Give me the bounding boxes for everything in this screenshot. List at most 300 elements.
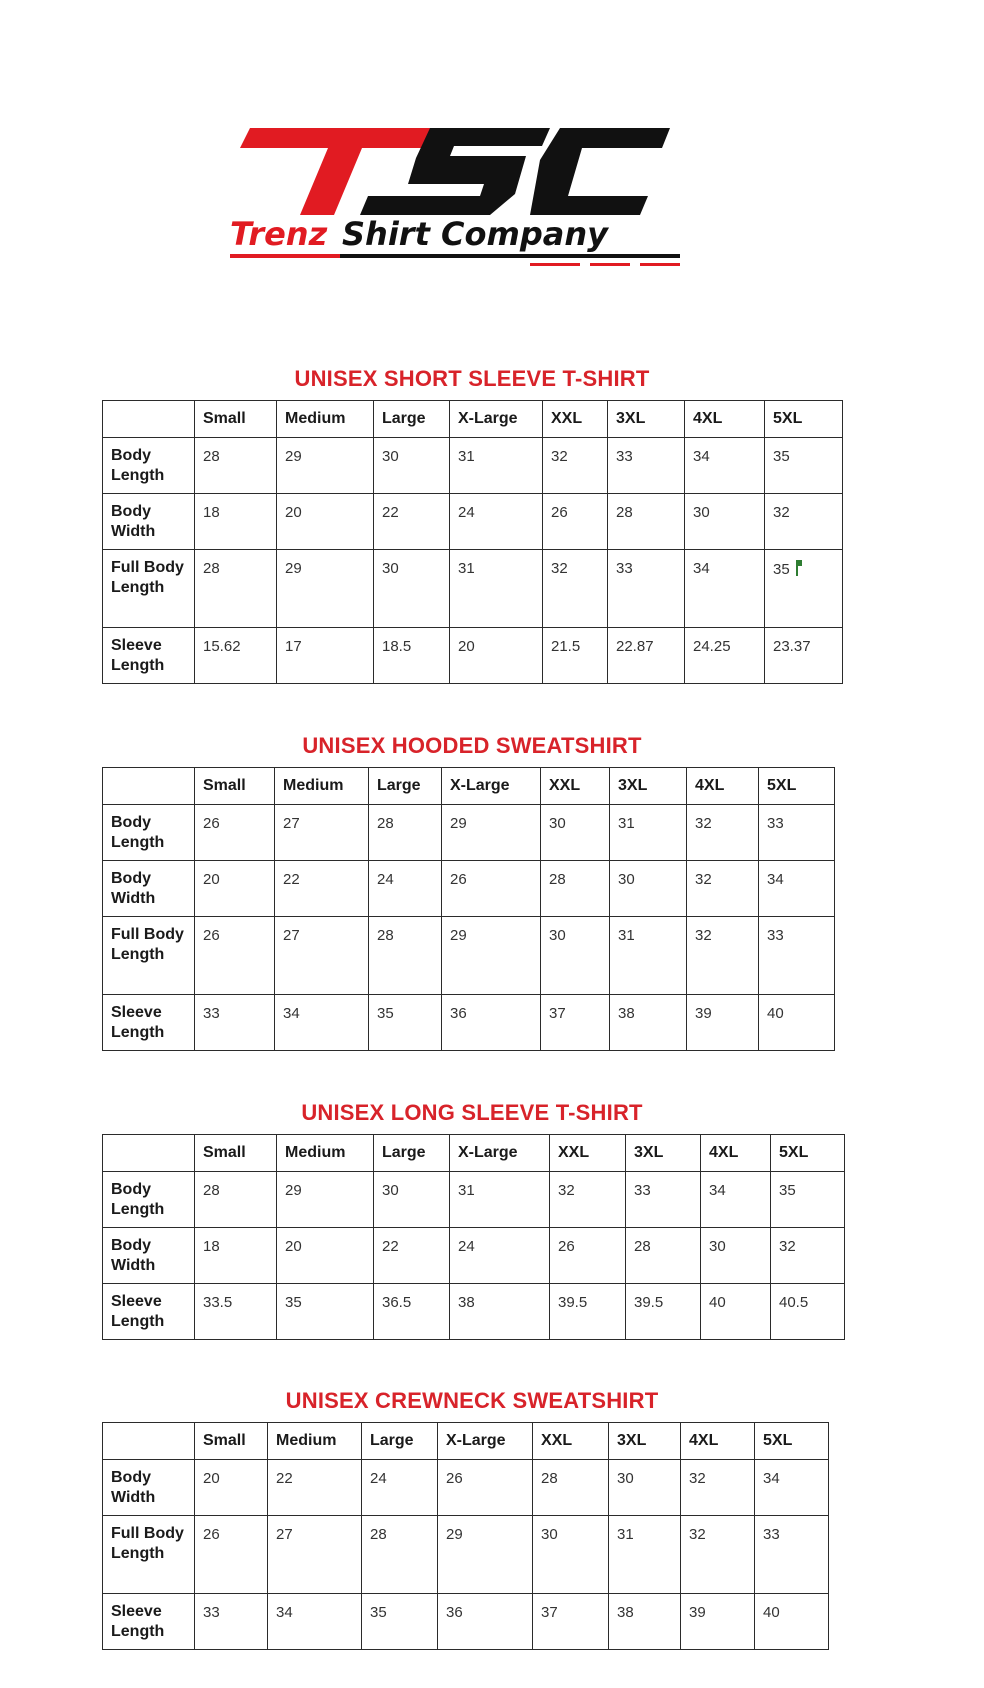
size-header-cell: Medium — [268, 1423, 362, 1460]
value-text: 33 — [616, 448, 633, 465]
measurement-value — [550, 1284, 626, 1340]
table-row — [103, 494, 843, 550]
measurement-value — [687, 917, 759, 995]
value-text: 30 — [693, 504, 710, 521]
value-text: 36.5 — [382, 1294, 412, 1311]
measurement-value — [626, 1172, 701, 1228]
measurement-value — [195, 550, 277, 628]
value-text: 24 — [458, 504, 475, 521]
measurement-value — [374, 550, 450, 628]
table-row — [103, 628, 843, 684]
measurement-value — [681, 1594, 755, 1650]
value-text: 40.5 — [779, 1294, 809, 1311]
value-text: 29 — [446, 1526, 463, 1543]
measurement-value — [759, 995, 835, 1051]
measurement-value — [533, 1460, 609, 1516]
measurement-value — [195, 917, 275, 995]
value-text: 32 — [695, 871, 712, 888]
table-row — [103, 1516, 829, 1594]
measurement-value — [438, 1516, 533, 1594]
size-header-cell: 4XL — [701, 1135, 771, 1172]
logo-tagline-part-1: Trenz — [230, 215, 328, 253]
value-text: 20 — [285, 504, 302, 521]
value-text: 22 — [382, 504, 399, 521]
value-text: 33 — [767, 927, 784, 944]
value-text: 22 — [276, 1470, 293, 1487]
table-row — [103, 861, 835, 917]
value-text: 33 — [763, 1526, 780, 1543]
value-text: 30 — [382, 1182, 399, 1199]
measurement-value — [362, 1460, 438, 1516]
value-text: 20 — [458, 638, 475, 655]
header-corner-cell — [103, 1423, 195, 1460]
measurement-value — [771, 1284, 845, 1340]
measurement-value — [550, 1228, 626, 1284]
value-text: 33 — [616, 560, 633, 577]
measurement-value — [543, 550, 608, 628]
measurement-value — [442, 861, 541, 917]
measurement-value — [195, 438, 277, 494]
value-text: 28 — [203, 1182, 220, 1199]
size-header-cell: Large — [369, 768, 442, 805]
value-text: 34 — [283, 1005, 300, 1022]
size-table-crewneck — [102, 1422, 829, 1650]
measurement-value — [277, 494, 374, 550]
value-text: 28 — [541, 1470, 558, 1487]
value-text: 23.37 — [773, 638, 811, 655]
value-text: 26 — [203, 815, 220, 832]
measurement-value — [626, 1228, 701, 1284]
measurement-value — [195, 628, 277, 684]
size-header-cell: 4XL — [681, 1423, 755, 1460]
measurement-value — [759, 861, 835, 917]
measurement-label: Body Length — [103, 1172, 195, 1228]
measurement-value — [608, 438, 685, 494]
table-row — [103, 805, 835, 861]
value-text: 29 — [285, 560, 302, 577]
value-text: 37 — [541, 1604, 558, 1621]
table-row — [103, 1284, 845, 1340]
value-text: 40 — [767, 1005, 784, 1022]
measurement-value — [685, 438, 765, 494]
measurement-value — [759, 805, 835, 861]
measurement-value — [195, 1460, 268, 1516]
measurement-value — [195, 1594, 268, 1650]
measurement-label: Body Length — [103, 805, 195, 861]
value-text: 35 — [285, 1294, 302, 1311]
value-text: 33 — [203, 1604, 220, 1621]
measurement-value — [610, 995, 687, 1051]
measurement-value — [374, 628, 450, 684]
measurement-value — [277, 628, 374, 684]
header-corner-cell — [103, 401, 195, 438]
measurement-value — [450, 494, 543, 550]
value-text: 27 — [276, 1526, 293, 1543]
value-text: 28 — [370, 1526, 387, 1543]
measurement-value — [275, 917, 369, 995]
size-header-cell: X-Large — [438, 1423, 533, 1460]
value-text: 34 — [763, 1470, 780, 1487]
table-header-row — [103, 768, 835, 805]
size-header-cell: Large — [362, 1423, 438, 1460]
value-text: 20 — [285, 1238, 302, 1255]
value-text: 29 — [285, 448, 302, 465]
logo-tagline-part-2: Shirt Company — [342, 215, 608, 253]
size-header-cell: X-Large — [450, 1135, 550, 1172]
header-corner-cell — [103, 1135, 195, 1172]
measurement-value — [374, 438, 450, 494]
value-text: 22 — [382, 1238, 399, 1255]
size-header-cell: 3XL — [626, 1135, 701, 1172]
measurement-value — [277, 1284, 374, 1340]
measurement-value — [442, 917, 541, 995]
measurement-value — [685, 550, 765, 628]
measurement-label: Full Body Length — [103, 1516, 195, 1594]
size-header-cell: Large — [374, 1135, 450, 1172]
value-text: 39 — [695, 1005, 712, 1022]
measurement-value — [195, 1172, 277, 1228]
measurement-value — [450, 628, 543, 684]
measurement-value — [608, 628, 685, 684]
value-text: 35 — [779, 1182, 796, 1199]
value-text: 32 — [773, 504, 790, 521]
table-header-row — [103, 1135, 845, 1172]
value-text: 31 — [618, 927, 635, 944]
measurement-value — [369, 917, 442, 995]
value-text: 26 — [203, 927, 220, 944]
measurement-value — [687, 805, 759, 861]
measurement-value — [550, 1172, 626, 1228]
value-text: 26 — [558, 1238, 575, 1255]
size-header-cell: Medium — [277, 1135, 374, 1172]
measurement-value — [687, 995, 759, 1051]
value-text: 35 — [773, 448, 790, 465]
value-text: 34 — [709, 1182, 726, 1199]
table-row — [103, 1460, 829, 1516]
measurement-value — [701, 1228, 771, 1284]
measurement-value — [362, 1516, 438, 1594]
value-text: 34 — [693, 448, 710, 465]
measurement-value — [681, 1516, 755, 1594]
measurement-value — [195, 995, 275, 1051]
measurement-value — [438, 1594, 533, 1650]
measurement-value — [765, 494, 843, 550]
measurement-value — [195, 494, 277, 550]
size-header-cell: Small — [195, 768, 275, 805]
size-table-short-sleeve — [102, 400, 843, 684]
value-text: 39.5 — [634, 1294, 664, 1311]
measurement-value — [195, 1228, 277, 1284]
value-text: 32 — [779, 1238, 796, 1255]
size-header-cell: Medium — [277, 401, 374, 438]
value-text: 30 — [618, 871, 635, 888]
value-text: 26 — [446, 1470, 463, 1487]
measurement-value — [755, 1460, 829, 1516]
value-text: 18 — [203, 1238, 220, 1255]
size-header-cell: XXL — [550, 1135, 626, 1172]
measurement-value — [626, 1284, 701, 1340]
measurement-value — [610, 861, 687, 917]
measurement-value — [369, 995, 442, 1051]
value-text: 30 — [549, 927, 566, 944]
measurement-value — [442, 805, 541, 861]
value-text: 20 — [203, 1470, 220, 1487]
value-text: 18 — [203, 504, 220, 521]
green-marker-icon — [796, 560, 798, 576]
measurement-value — [701, 1172, 771, 1228]
value-text: 28 — [377, 927, 394, 944]
value-text: 33.5 — [203, 1294, 233, 1311]
measurement-value — [608, 494, 685, 550]
measurement-value — [765, 550, 843, 628]
value-text: 38 — [617, 1604, 634, 1621]
value-text: 29 — [450, 815, 467, 832]
measurement-value — [541, 861, 610, 917]
table-row — [103, 1228, 845, 1284]
measurement-value — [687, 861, 759, 917]
measurement-value — [362, 1594, 438, 1650]
measurement-value — [438, 1460, 533, 1516]
measurement-value — [275, 861, 369, 917]
measurement-value — [374, 1228, 450, 1284]
value-text: 35 — [773, 561, 790, 578]
measurement-value — [277, 550, 374, 628]
measurement-value — [268, 1594, 362, 1650]
section-title: UNISEX LONG SLEEVE T-SHIRT — [301, 1100, 643, 1125]
measurement-value — [610, 917, 687, 995]
value-text: 26 — [203, 1526, 220, 1543]
value-text: 31 — [458, 560, 475, 577]
value-text: 30 — [709, 1238, 726, 1255]
value-text: 27 — [283, 815, 300, 832]
value-text: 32 — [689, 1526, 706, 1543]
measurement-label: Body Length — [103, 438, 195, 494]
measurement-value — [450, 438, 543, 494]
tsc-logo-graphic — [230, 120, 750, 270]
table-header-row — [103, 401, 843, 438]
value-text: 22 — [283, 871, 300, 888]
measurement-value — [195, 861, 275, 917]
value-text: 27 — [283, 927, 300, 944]
measurement-value — [533, 1594, 609, 1650]
value-text: 38 — [618, 1005, 635, 1022]
measurement-value — [533, 1516, 609, 1594]
size-header-cell: XXL — [541, 768, 610, 805]
measurement-value — [277, 1228, 374, 1284]
value-text: 28 — [616, 504, 633, 521]
value-text: 38 — [458, 1294, 475, 1311]
value-text: 30 — [541, 1526, 558, 1543]
value-text: 32 — [558, 1182, 575, 1199]
size-table-hooded — [102, 767, 835, 1051]
value-text: 22.87 — [616, 638, 654, 655]
section-title: UNISEX SHORT SLEEVE T-SHIRT — [294, 366, 650, 391]
size-header-cell: Medium — [275, 768, 369, 805]
measurement-value — [450, 1228, 550, 1284]
measurement-value — [759, 917, 835, 995]
measurement-value — [277, 1172, 374, 1228]
measurement-value — [685, 494, 765, 550]
measurement-label: Sleeve Length — [103, 628, 195, 684]
measurement-value — [195, 1516, 268, 1594]
size-header-cell: Small — [195, 1423, 268, 1460]
value-text: 40 — [709, 1294, 726, 1311]
measurement-value — [771, 1228, 845, 1284]
table-row — [103, 438, 843, 494]
measurement-label: Full Body Length — [103, 917, 195, 995]
value-text: 33 — [203, 1005, 220, 1022]
value-text: 39.5 — [558, 1294, 588, 1311]
measurement-label: Body Width — [103, 1228, 195, 1284]
measurement-value — [374, 1284, 450, 1340]
size-header-cell: XXL — [533, 1423, 609, 1460]
table-row — [103, 1594, 829, 1650]
value-text: 28 — [203, 560, 220, 577]
section-title: UNISEX CREWNECK SWEATSHIRT — [285, 1388, 659, 1413]
value-text: 28 — [203, 448, 220, 465]
value-text: 31 — [458, 1182, 475, 1199]
value-text: 30 — [549, 815, 566, 832]
size-header-cell: 4XL — [687, 768, 759, 805]
measurement-value — [685, 628, 765, 684]
value-text: 32 — [695, 815, 712, 832]
size-header-cell: Small — [195, 401, 277, 438]
value-text: 28 — [549, 871, 566, 888]
value-text: 35 — [370, 1604, 387, 1621]
measurement-label: Body Width — [103, 1460, 195, 1516]
value-text: 36 — [446, 1604, 463, 1621]
value-text: 28 — [377, 815, 394, 832]
value-text: 20 — [203, 871, 220, 888]
measurement-value — [450, 1172, 550, 1228]
value-text: 29 — [450, 927, 467, 944]
size-header-cell: Large — [374, 401, 450, 438]
header-corner-cell — [103, 768, 195, 805]
measurement-value — [369, 805, 442, 861]
measurement-label: Sleeve Length — [103, 995, 195, 1051]
value-text: 30 — [382, 448, 399, 465]
measurement-value — [450, 1284, 550, 1340]
size-header-cell: Small — [195, 1135, 277, 1172]
value-text: 40 — [763, 1604, 780, 1621]
measurement-value — [609, 1516, 681, 1594]
size-header-cell: XXL — [543, 401, 608, 438]
measurement-value — [608, 550, 685, 628]
value-text: 17 — [285, 638, 302, 655]
measurement-label: Sleeve Length — [103, 1284, 195, 1340]
size-table-long-sleeve — [102, 1134, 845, 1340]
measurement-value — [369, 861, 442, 917]
measurement-value — [275, 805, 369, 861]
measurement-value — [701, 1284, 771, 1340]
value-text: 37 — [549, 1005, 566, 1022]
value-text: 15.62 — [203, 638, 241, 655]
brand-logo — [230, 120, 750, 270]
measurement-label: Sleeve Length — [103, 1594, 195, 1650]
measurement-value — [543, 628, 608, 684]
measurement-value — [268, 1460, 362, 1516]
size-header-cell: X-Large — [442, 768, 541, 805]
value-text: 33 — [767, 815, 784, 832]
value-text: 32 — [551, 448, 568, 465]
value-text: 34 — [767, 871, 784, 888]
measurement-value — [609, 1460, 681, 1516]
value-text: 24.25 — [693, 638, 731, 655]
table-row — [103, 917, 835, 995]
table-header-row — [103, 1423, 829, 1460]
size-header-cell: 5XL — [765, 401, 843, 438]
value-text: 24 — [458, 1238, 475, 1255]
value-text: 30 — [617, 1470, 634, 1487]
measurement-value — [541, 805, 610, 861]
value-text: 34 — [276, 1604, 293, 1621]
measurement-value — [771, 1172, 845, 1228]
size-header-cell: 3XL — [608, 401, 685, 438]
measurement-label: Body Width — [103, 861, 195, 917]
measurement-value — [765, 628, 843, 684]
value-text: 34 — [693, 560, 710, 577]
value-text: 32 — [695, 927, 712, 944]
size-header-cell: 5XL — [759, 768, 835, 805]
measurement-value — [374, 1172, 450, 1228]
measurement-value — [681, 1460, 755, 1516]
measurement-value — [450, 550, 543, 628]
value-text: 32 — [689, 1470, 706, 1487]
section-title: UNISEX HOODED SWEATSHIRT — [302, 733, 642, 758]
value-text: 36 — [450, 1005, 467, 1022]
measurement-value — [268, 1516, 362, 1594]
measurement-label: Body Width — [103, 494, 195, 550]
size-header-cell: 5XL — [755, 1423, 829, 1460]
value-text: 33 — [634, 1182, 651, 1199]
measurement-label: Full Body Length — [103, 550, 195, 628]
value-text: 29 — [285, 1182, 302, 1199]
measurement-value — [275, 995, 369, 1051]
measurement-value — [442, 995, 541, 1051]
measurement-value — [195, 1284, 277, 1340]
measurement-value — [609, 1594, 681, 1650]
value-text: 18.5 — [382, 638, 412, 655]
measurement-value — [277, 438, 374, 494]
size-header-cell: 5XL — [771, 1135, 845, 1172]
measurement-value — [543, 494, 608, 550]
measurement-value — [765, 438, 843, 494]
value-text: 39 — [689, 1604, 706, 1621]
size-header-cell: 3XL — [610, 768, 687, 805]
value-text: 35 — [377, 1005, 394, 1022]
measurement-value — [195, 805, 275, 861]
value-text: 28 — [634, 1238, 651, 1255]
table-row — [103, 550, 843, 628]
value-text: 24 — [370, 1470, 387, 1487]
measurement-value — [755, 1594, 829, 1650]
size-header-cell: 4XL — [685, 401, 765, 438]
value-text: 31 — [618, 815, 635, 832]
value-text: 26 — [450, 871, 467, 888]
value-text: 31 — [617, 1526, 634, 1543]
size-header-cell: 3XL — [609, 1423, 681, 1460]
table-row — [103, 1172, 845, 1228]
size-header-cell: X-Large — [450, 401, 543, 438]
measurement-value — [374, 494, 450, 550]
table-row — [103, 995, 835, 1051]
measurement-value — [755, 1516, 829, 1594]
measurement-value — [610, 805, 687, 861]
measurement-value — [541, 917, 610, 995]
value-text: 31 — [458, 448, 475, 465]
value-text: 24 — [377, 871, 394, 888]
measurement-value — [543, 438, 608, 494]
